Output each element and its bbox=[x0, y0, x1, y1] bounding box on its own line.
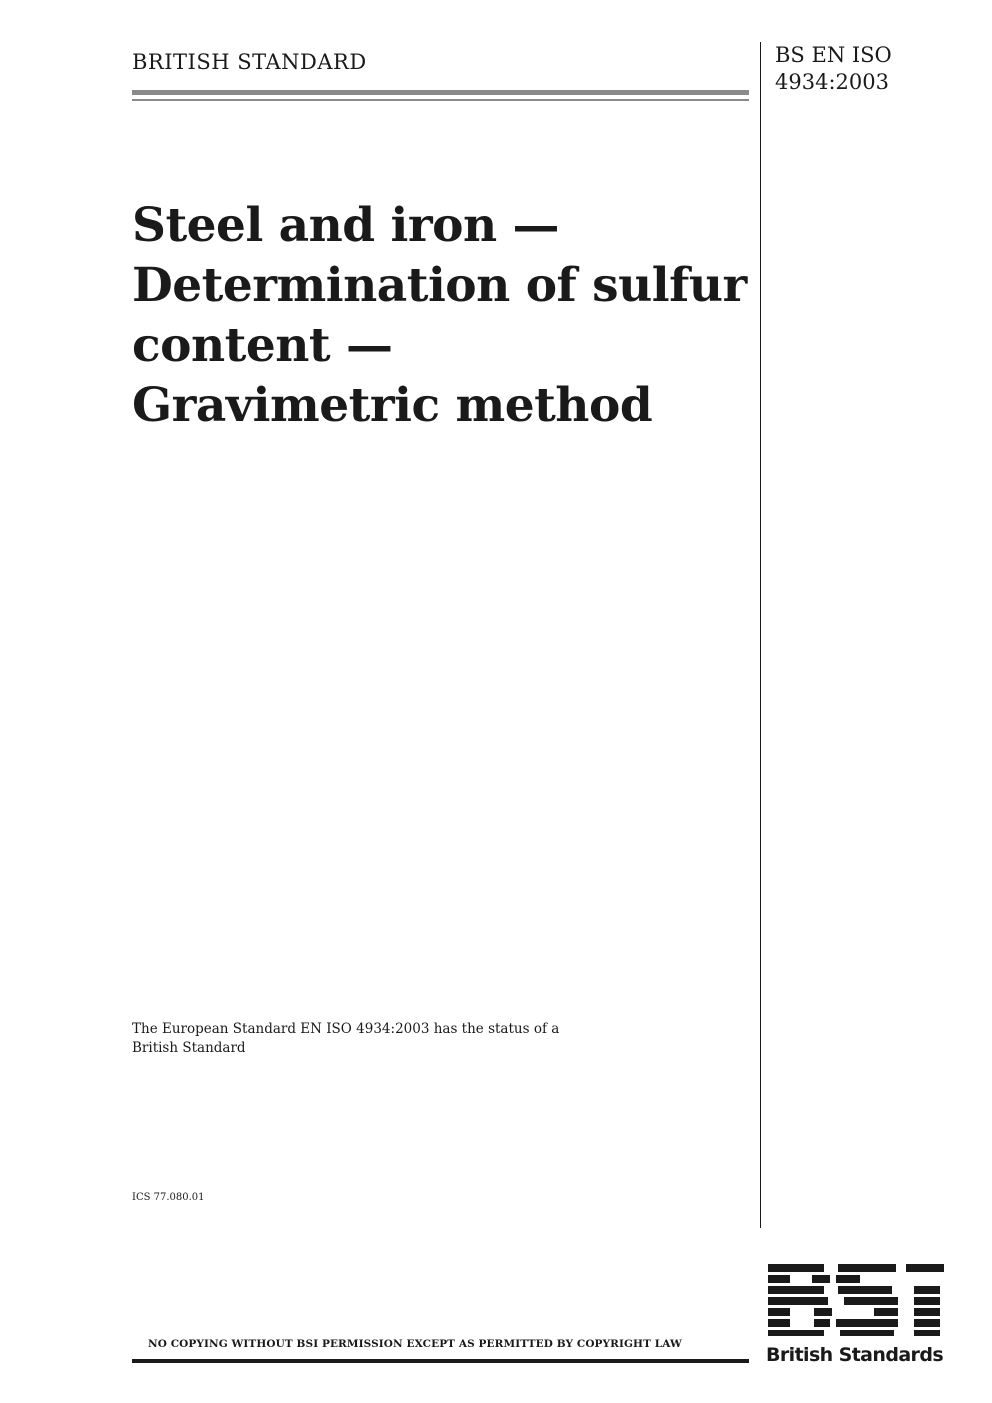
standard-number bbox=[775, 42, 892, 96]
title-line-3: content — bbox=[132, 318, 393, 373]
title-line-1: Steel and iron — bbox=[132, 198, 560, 253]
standard-number-line2: 4934:2003 bbox=[775, 70, 889, 94]
logo-caption: British Standards bbox=[766, 1344, 944, 1366]
ics-code: ICS 77.080.01 bbox=[132, 1192, 205, 1203]
title-line-2: Determination of sulfur bbox=[132, 258, 747, 313]
standard-number-line1: BS EN ISO bbox=[775, 43, 892, 67]
status-note bbox=[132, 1020, 652, 1058]
status-note-line2: British Standard bbox=[132, 1040, 246, 1056]
header-rule-thin bbox=[132, 99, 749, 101]
footer-rule bbox=[132, 1359, 749, 1363]
title-line-4: Gravimetric method bbox=[132, 378, 653, 433]
vertical-divider bbox=[760, 42, 761, 1228]
status-note-line1: The European Standard EN ISO 4934:2003 has the status of a bbox=[132, 1021, 560, 1037]
copyright-notice: NO COPYING WITHOUT BSI PERMISSION EXCEPT AS PERMITTED BY COPYRIGHT LAW bbox=[148, 1338, 682, 1350]
document-title bbox=[132, 196, 752, 436]
header-rule-thick bbox=[132, 90, 749, 95]
document-category-label: BRITISH STANDARD bbox=[132, 50, 367, 74]
